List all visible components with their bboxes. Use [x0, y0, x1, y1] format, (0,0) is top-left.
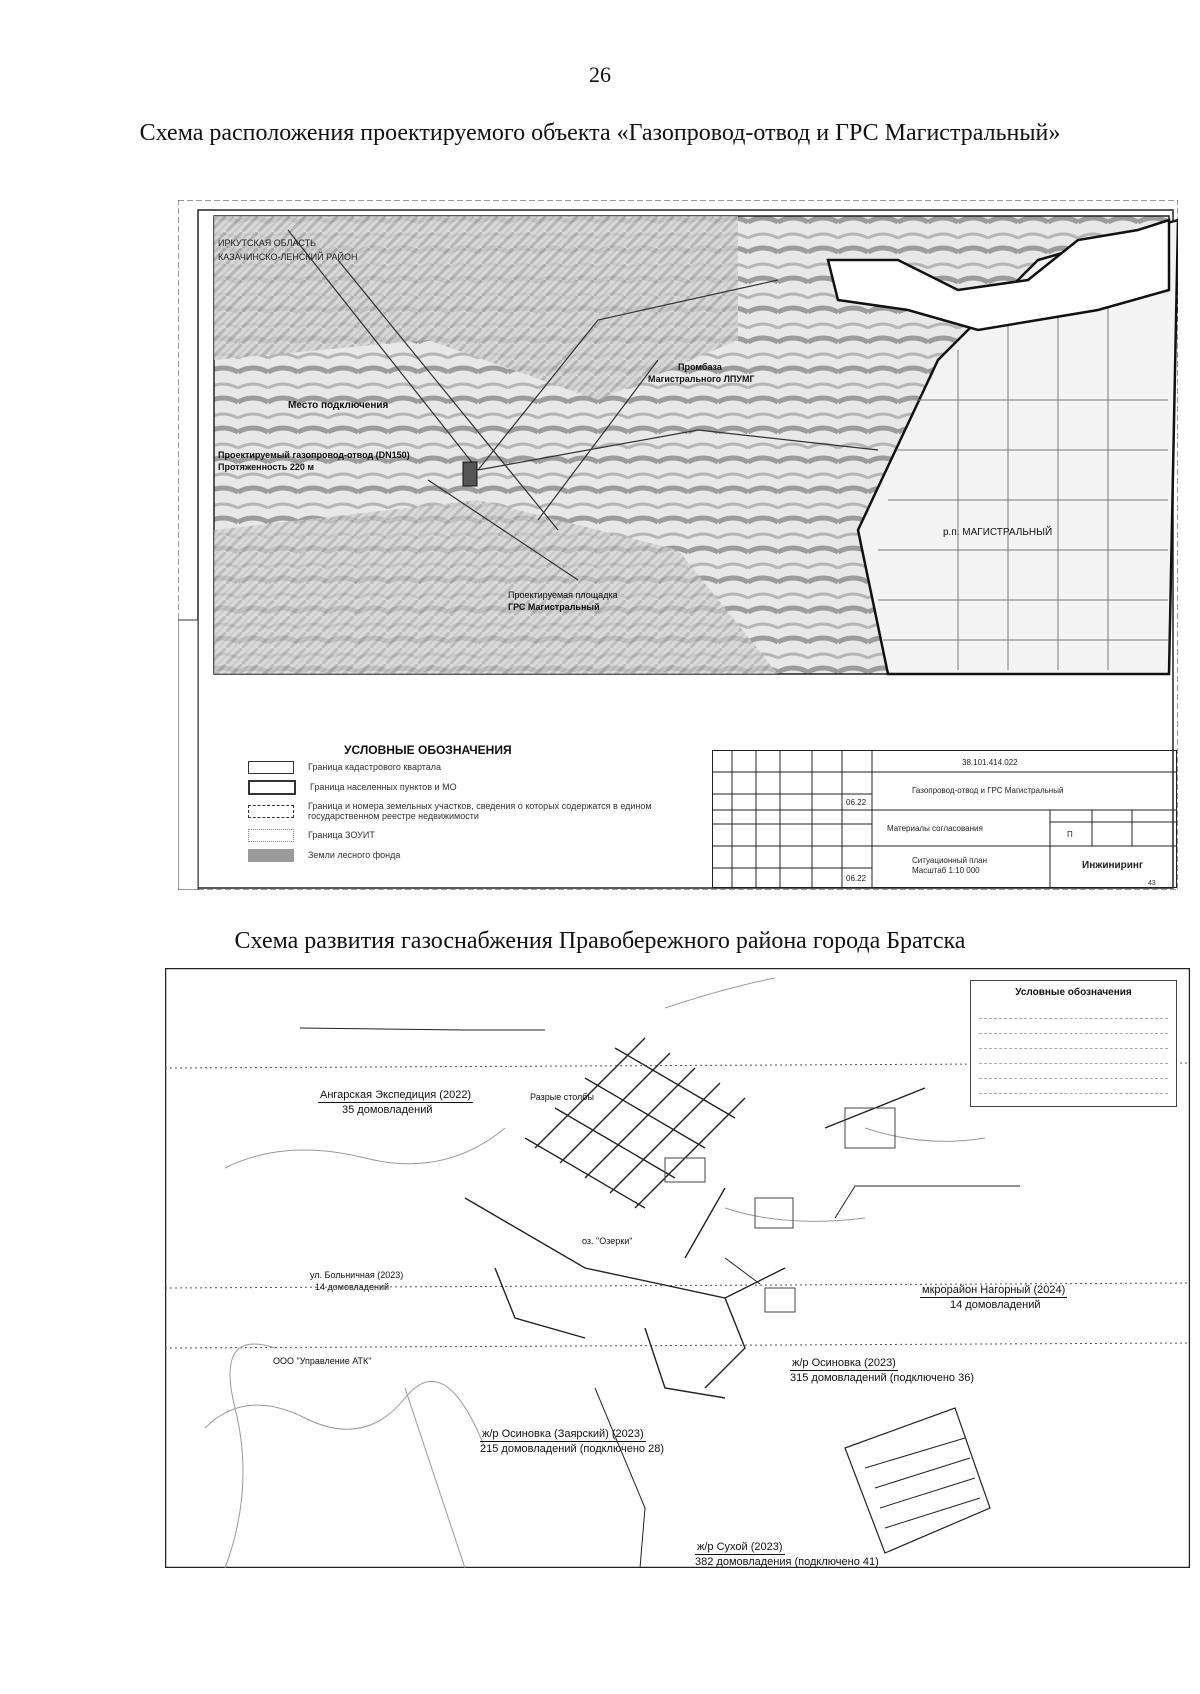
grs-label-line2: ГРС Магистральный: [508, 602, 600, 612]
legend-item: [248, 777, 708, 797]
grs-label-line1: Проектируемая площадка: [508, 590, 618, 600]
label-bolnichnaya: ул. Больничная (2023): [310, 1270, 404, 1280]
legend-item-label: Граница и номера земельных участков, сведения о которых содержатся в едином государственном реестре недвижимости: [308, 801, 652, 821]
settlement-label: р.п. МАГИСТРАЛЬНЫЙ: [943, 527, 1053, 538]
legend-item: [979, 1079, 1168, 1094]
map2-legend: [970, 980, 1177, 1107]
legend-swatch: [248, 761, 294, 774]
legend-item: [979, 1019, 1168, 1034]
label-line1: Ангарская Экспедиция (2022): [320, 1089, 472, 1101]
label-line1: мкрорайон Нагорный (2024): [922, 1284, 1066, 1296]
label-ozero: оз. "Озерки": [582, 1236, 633, 1246]
legend-item: [248, 825, 708, 845]
map1-legend: [248, 743, 708, 883]
label-nagorny: [920, 1283, 1067, 1312]
label-angarskaya-expedition: [318, 1088, 473, 1117]
label-upravlenie: ООО "Управление АТК": [273, 1356, 372, 1366]
label-line1: ж/р Осиновка (Заярский) (2023): [482, 1428, 644, 1440]
legend-item: [979, 1064, 1168, 1079]
sheet-number: 43: [1148, 880, 1156, 887]
stamp-plan-line1: Ситуационный план: [912, 856, 988, 865]
label-line2: 14 домовладений: [950, 1299, 1041, 1311]
page-number: 26: [589, 62, 611, 87]
legend-item-label: Земли лесного фонда: [308, 850, 401, 860]
stamp-date2: 06.22: [846, 874, 867, 883]
production-base-line1: Промбаза: [678, 362, 722, 372]
stamp-stage: П: [1067, 830, 1073, 839]
legend-swatch: [248, 849, 294, 862]
label-osinovka-zayarsky: [480, 1427, 664, 1456]
label-line1: ж/р Сухой (2023): [697, 1541, 783, 1553]
connection-point-label: Место подключения: [288, 400, 389, 411]
pipeline-label-line2: Протяженность 220 м: [218, 462, 315, 472]
map2-title: Схема развития газоснабжения Правобережного района города Братска: [234, 928, 966, 954]
region-label-line1: ИРКУТСКАЯ ОБЛАСТЬ: [218, 238, 316, 248]
label-sukhoy: [695, 1540, 879, 1569]
region-label-line2: КАЗАЧИНСКО-ЛЕНСКИЙ РАЙОН: [218, 252, 358, 262]
label-bolnichnaya-count: 14 домовладений: [315, 1282, 390, 1292]
legend-item-label: Граница населенных пунктов и МО: [310, 782, 457, 792]
stamp-code: 38.101.414.022: [962, 758, 1018, 767]
legend-item-label: Граница кадастрового квартала: [308, 762, 442, 772]
legend-title: УСЛОВНЫЕ ОБОЗНАЧЕНИЯ: [344, 743, 512, 757]
stamp-date1: 06.22: [846, 798, 867, 807]
legend-swatch: [248, 780, 296, 795]
legend-item: [979, 1034, 1168, 1049]
legend-swatch: [248, 805, 294, 818]
stamp-plan-line2: Масштаб 1:10 000: [912, 866, 980, 875]
label-line2: 35 домовладений: [342, 1104, 433, 1116]
legend-swatch: [248, 829, 294, 842]
legend-item: [248, 845, 708, 865]
legend-item: [979, 1004, 1168, 1019]
legend-item: [248, 797, 708, 825]
legend-item: [979, 1049, 1168, 1064]
label-line2: 382 домовладения (подключено 41): [695, 1556, 879, 1568]
label-osinovka: [790, 1356, 974, 1385]
production-base-line2: Магистрального ЛПУМГ: [648, 374, 755, 384]
map2-legend-title: Условные обозначения: [1015, 987, 1132, 998]
legend-item: [248, 757, 708, 777]
stamp-materials: Материалы согласования: [887, 824, 983, 833]
pipeline-label-line1: Проектируемый газопровод-отвод (DN150): [218, 450, 410, 460]
legend-item-label: Граница ЗОУИТ: [308, 830, 375, 840]
map1-title: Схема расположения проектируемого объекта «Газопровод-отвод и ГРС Магистральный»: [139, 120, 1061, 146]
label-stolby: Разрые столбы: [530, 1092, 594, 1102]
company-logo: Инжиниринг: [1082, 860, 1144, 871]
label-line2: 315 домовладений (подключено 36): [790, 1372, 974, 1384]
title-block: [712, 750, 1177, 888]
stamp-object: Газопровод-отвод и ГРС Магистральный: [912, 786, 1064, 795]
label-line2: 215 домовладений (подключено 28): [480, 1443, 664, 1455]
label-line1: ж/р Осиновка (2023): [792, 1357, 896, 1369]
